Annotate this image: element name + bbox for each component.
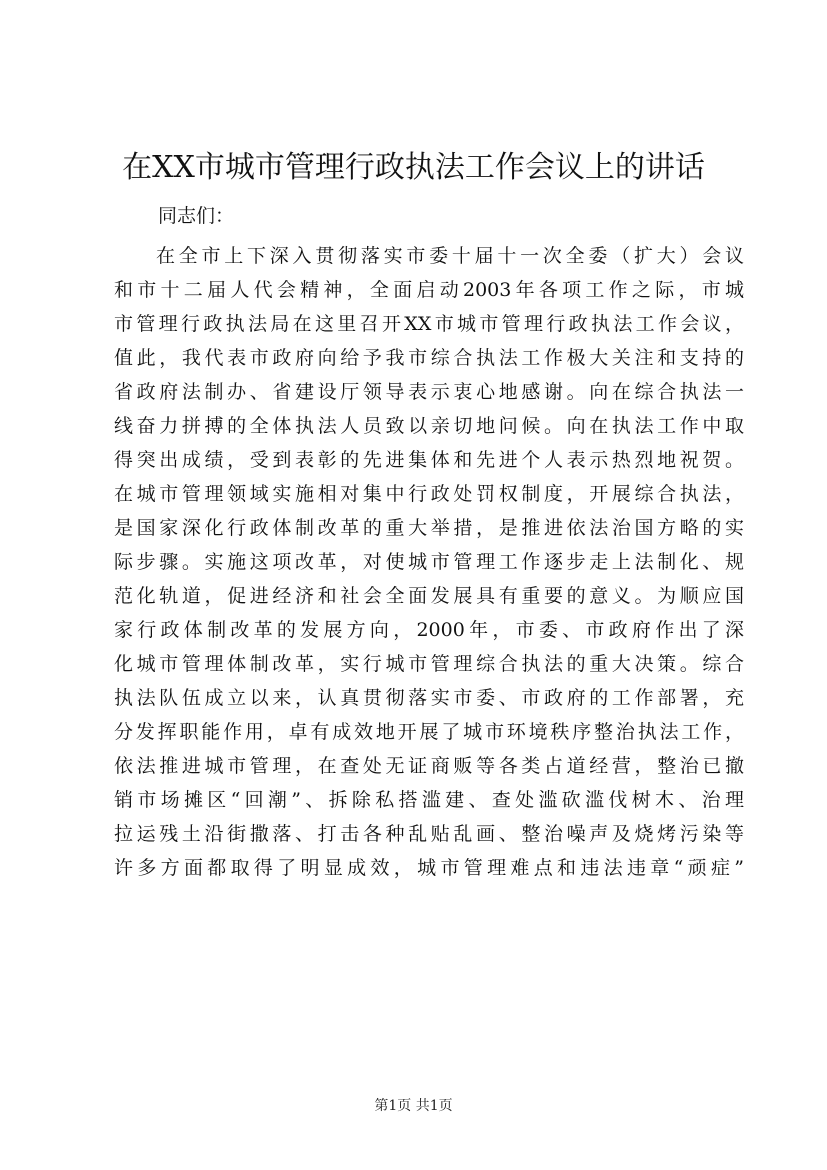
text-line: 家行政体制改革的发展方向，2000年，市委、市政府作出了深 — [114, 619, 744, 641]
salutation: 同志们： — [158, 205, 235, 227]
text-line: 依法推进城市管理，在查处无证商贩等各类占道经营，整治已撤 — [114, 755, 744, 777]
page-footer: 第1页 共1页 — [374, 1098, 453, 1114]
text-line: 化城市管理体制改革，实行城市管理综合执法的重大决策。综合 — [114, 653, 744, 675]
text-line: 和市十二届人代会精神，全面启动2003年各项工作之际，市城 — [114, 279, 744, 301]
text-line: 范化轨道，促进经济和社会全面发展具有重要的意义。为顺应国 — [114, 585, 744, 607]
text-line: 销市场摊区“回潮”、拆除私搭滥建、查处滥砍滥伐树木、治理 — [114, 789, 744, 811]
document-title: 在XX市城市管理行政执法工作会议上的讲话 — [122, 150, 705, 185]
text-line: 线奋力拼搏的全体执法人员致以亲切地问候。向在执法工作中取 — [114, 415, 744, 437]
text-line: 在城市管理领域实施相对集中行政处罚权制度，开展综合执法， — [114, 483, 744, 505]
text-line: 在全市上下深入贯彻落实市委十届十一次全委（扩大）会议 — [156, 245, 744, 267]
text-line: 市管理行政执法局在这里召开XX市城市管理行政执法工作会议， — [114, 313, 744, 335]
text-line: 得突出成绩，受到表彰的先进集体和先进个人表示热烈地祝贺。 — [114, 449, 744, 471]
text-line: 是国家深化行政体制改革的重大举措，是推进依法治国方略的实 — [114, 517, 744, 539]
text-line: 执法队伍成立以来，认真贯彻落实市委、市政府的工作部署，充 — [114, 687, 744, 709]
text-line: 省政府法制办、省建设厅领导表示衷心地感谢。向在综合执法一 — [114, 381, 744, 403]
body-paragraph — [114, 239, 744, 885]
text-line: 值此，我代表市政府向给予我市综合执法工作极大关注和支持的 — [114, 347, 744, 369]
text-line: 拉运残土沿街撒落、打击各种乱贴乱画、整治噪声及烧烤污染等 — [114, 823, 744, 845]
text-line: 分发挥职能作用，卓有成效地开展了城市环境秩序整治执法工作， — [114, 721, 744, 743]
text-line: 许多方面都取得了明显成效，城市管理难点和违法违章“顽症” — [114, 857, 744, 879]
text-line: 际步骤。实施这项改革，对使城市管理工作逐步走上法制化、规 — [114, 551, 744, 573]
